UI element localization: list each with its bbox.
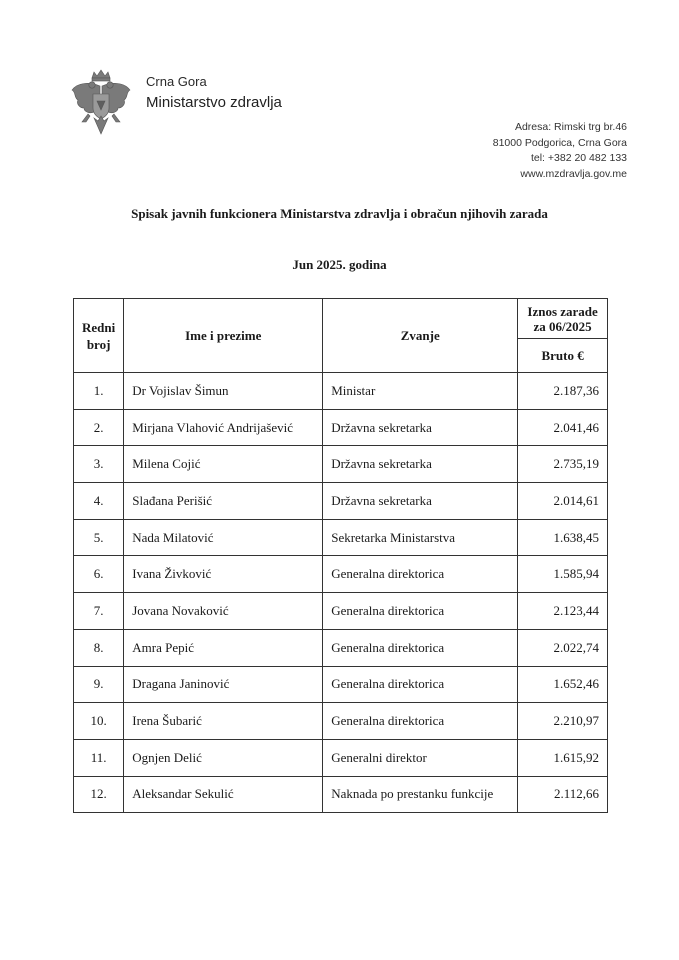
row-title: Naknada po prestanku funkcije [323, 776, 518, 813]
table-row [74, 776, 608, 813]
table-row [74, 519, 608, 556]
row-title: Državna sekretarka [323, 409, 518, 446]
row-name: Irena Šubarić [124, 703, 323, 740]
row-name: Dr Vojislav Šimun [124, 373, 323, 410]
table-row [74, 483, 608, 520]
header-number-line2: broj [86, 336, 111, 352]
row-amount: 2.735,19 [518, 446, 608, 483]
header-amount [518, 299, 608, 339]
organization-name [146, 74, 282, 114]
row-amount: 1.615,92 [518, 739, 608, 776]
row-number: 11. [74, 739, 124, 776]
address-block [493, 120, 627, 182]
row-title: Generalna direktorica [323, 593, 518, 630]
row-amount: 2.112,66 [518, 776, 608, 813]
row-title: Državna sekretarka [323, 446, 518, 483]
header-amount-line2: za 06/2025 [533, 318, 592, 334]
row-title: Generalna direktorica [323, 703, 518, 740]
table-row [74, 666, 608, 703]
table-row [74, 593, 608, 630]
row-amount: 2.210,97 [518, 703, 608, 740]
table-row [74, 373, 608, 410]
row-name: Aleksandar Sekulić [124, 776, 323, 813]
row-number: 2. [74, 409, 124, 446]
row-title: Sekretarka Ministarstva [323, 519, 518, 556]
row-number: 6. [74, 556, 124, 593]
row-amount: 1.652,46 [518, 666, 608, 703]
address-city: 81000 Podgorica, Crna Gora [492, 136, 627, 149]
coat-of-arms-icon [70, 68, 132, 138]
row-name: Dragana Janinović [124, 666, 323, 703]
row-number: 7. [74, 593, 124, 630]
row-name: Slađana Perišić [124, 483, 323, 520]
address-website: www.mzdravlja.gov.me [520, 167, 627, 180]
row-name: Mirjana Vlahović Andrijašević [124, 409, 323, 446]
table-header-row [74, 299, 608, 339]
row-amount: 2.022,74 [518, 629, 608, 666]
row-amount: 2.041,46 [518, 409, 608, 446]
row-number: 4. [74, 483, 124, 520]
row-number: 5. [74, 519, 124, 556]
row-title: Generalna direktorica [323, 666, 518, 703]
row-name: Amra Pepić [124, 629, 323, 666]
row-number: 12. [74, 776, 124, 813]
header-number [74, 299, 124, 373]
row-number: 9. [74, 666, 124, 703]
row-amount: 2.187,36 [518, 373, 608, 410]
table-row [74, 446, 608, 483]
table-body [74, 373, 608, 813]
table-row [74, 703, 608, 740]
row-name: Nada Milatović [124, 519, 323, 556]
table-row [74, 409, 608, 446]
row-amount: 2.123,44 [518, 593, 608, 630]
row-title: Ministar [323, 373, 518, 410]
row-title: Generalni direktor [323, 739, 518, 776]
row-number: 3. [74, 446, 124, 483]
address-line: Adresa: Rimski trg br.46 [514, 121, 627, 133]
table-row [74, 739, 608, 776]
country-name: Crna Gora [146, 74, 207, 89]
salary-table [73, 298, 608, 813]
row-name: Ivana Živković [124, 556, 323, 593]
row-number: 10. [74, 703, 124, 740]
header-gross: Bruto € [518, 339, 608, 373]
row-number: 8. [74, 629, 124, 666]
header-title: Zvanje [323, 299, 518, 373]
row-number: 1. [74, 373, 124, 410]
ministry-name: Ministarstvo zdravlja [146, 94, 282, 111]
header-name: Ime i prezime [124, 299, 323, 373]
document-subtitle: Jun 2025. godina [292, 257, 387, 272]
document-title: Spisak javnih funkcionera Ministarstva zdravlja i obračun njihovih zarada [131, 206, 548, 221]
row-title: Državna sekretarka [323, 483, 518, 520]
row-amount: 1.638,45 [518, 519, 608, 556]
row-amount: 2.014,61 [518, 483, 608, 520]
header-amount-line1: Iznos zarade [527, 303, 598, 319]
table-row [74, 556, 608, 593]
header-number-line1: Redni [82, 319, 116, 335]
row-name: Ognjen Delić [124, 739, 323, 776]
row-title: Generalna direktorica [323, 629, 518, 666]
row-name: Jovana Novaković [124, 593, 323, 630]
address-phone: tel: +382 20 482 133 [530, 152, 627, 164]
row-amount: 1.585,94 [518, 556, 608, 593]
table-row [74, 629, 608, 666]
row-name: Milena Cojić [124, 446, 323, 483]
row-title: Generalna direktorica [323, 556, 518, 593]
